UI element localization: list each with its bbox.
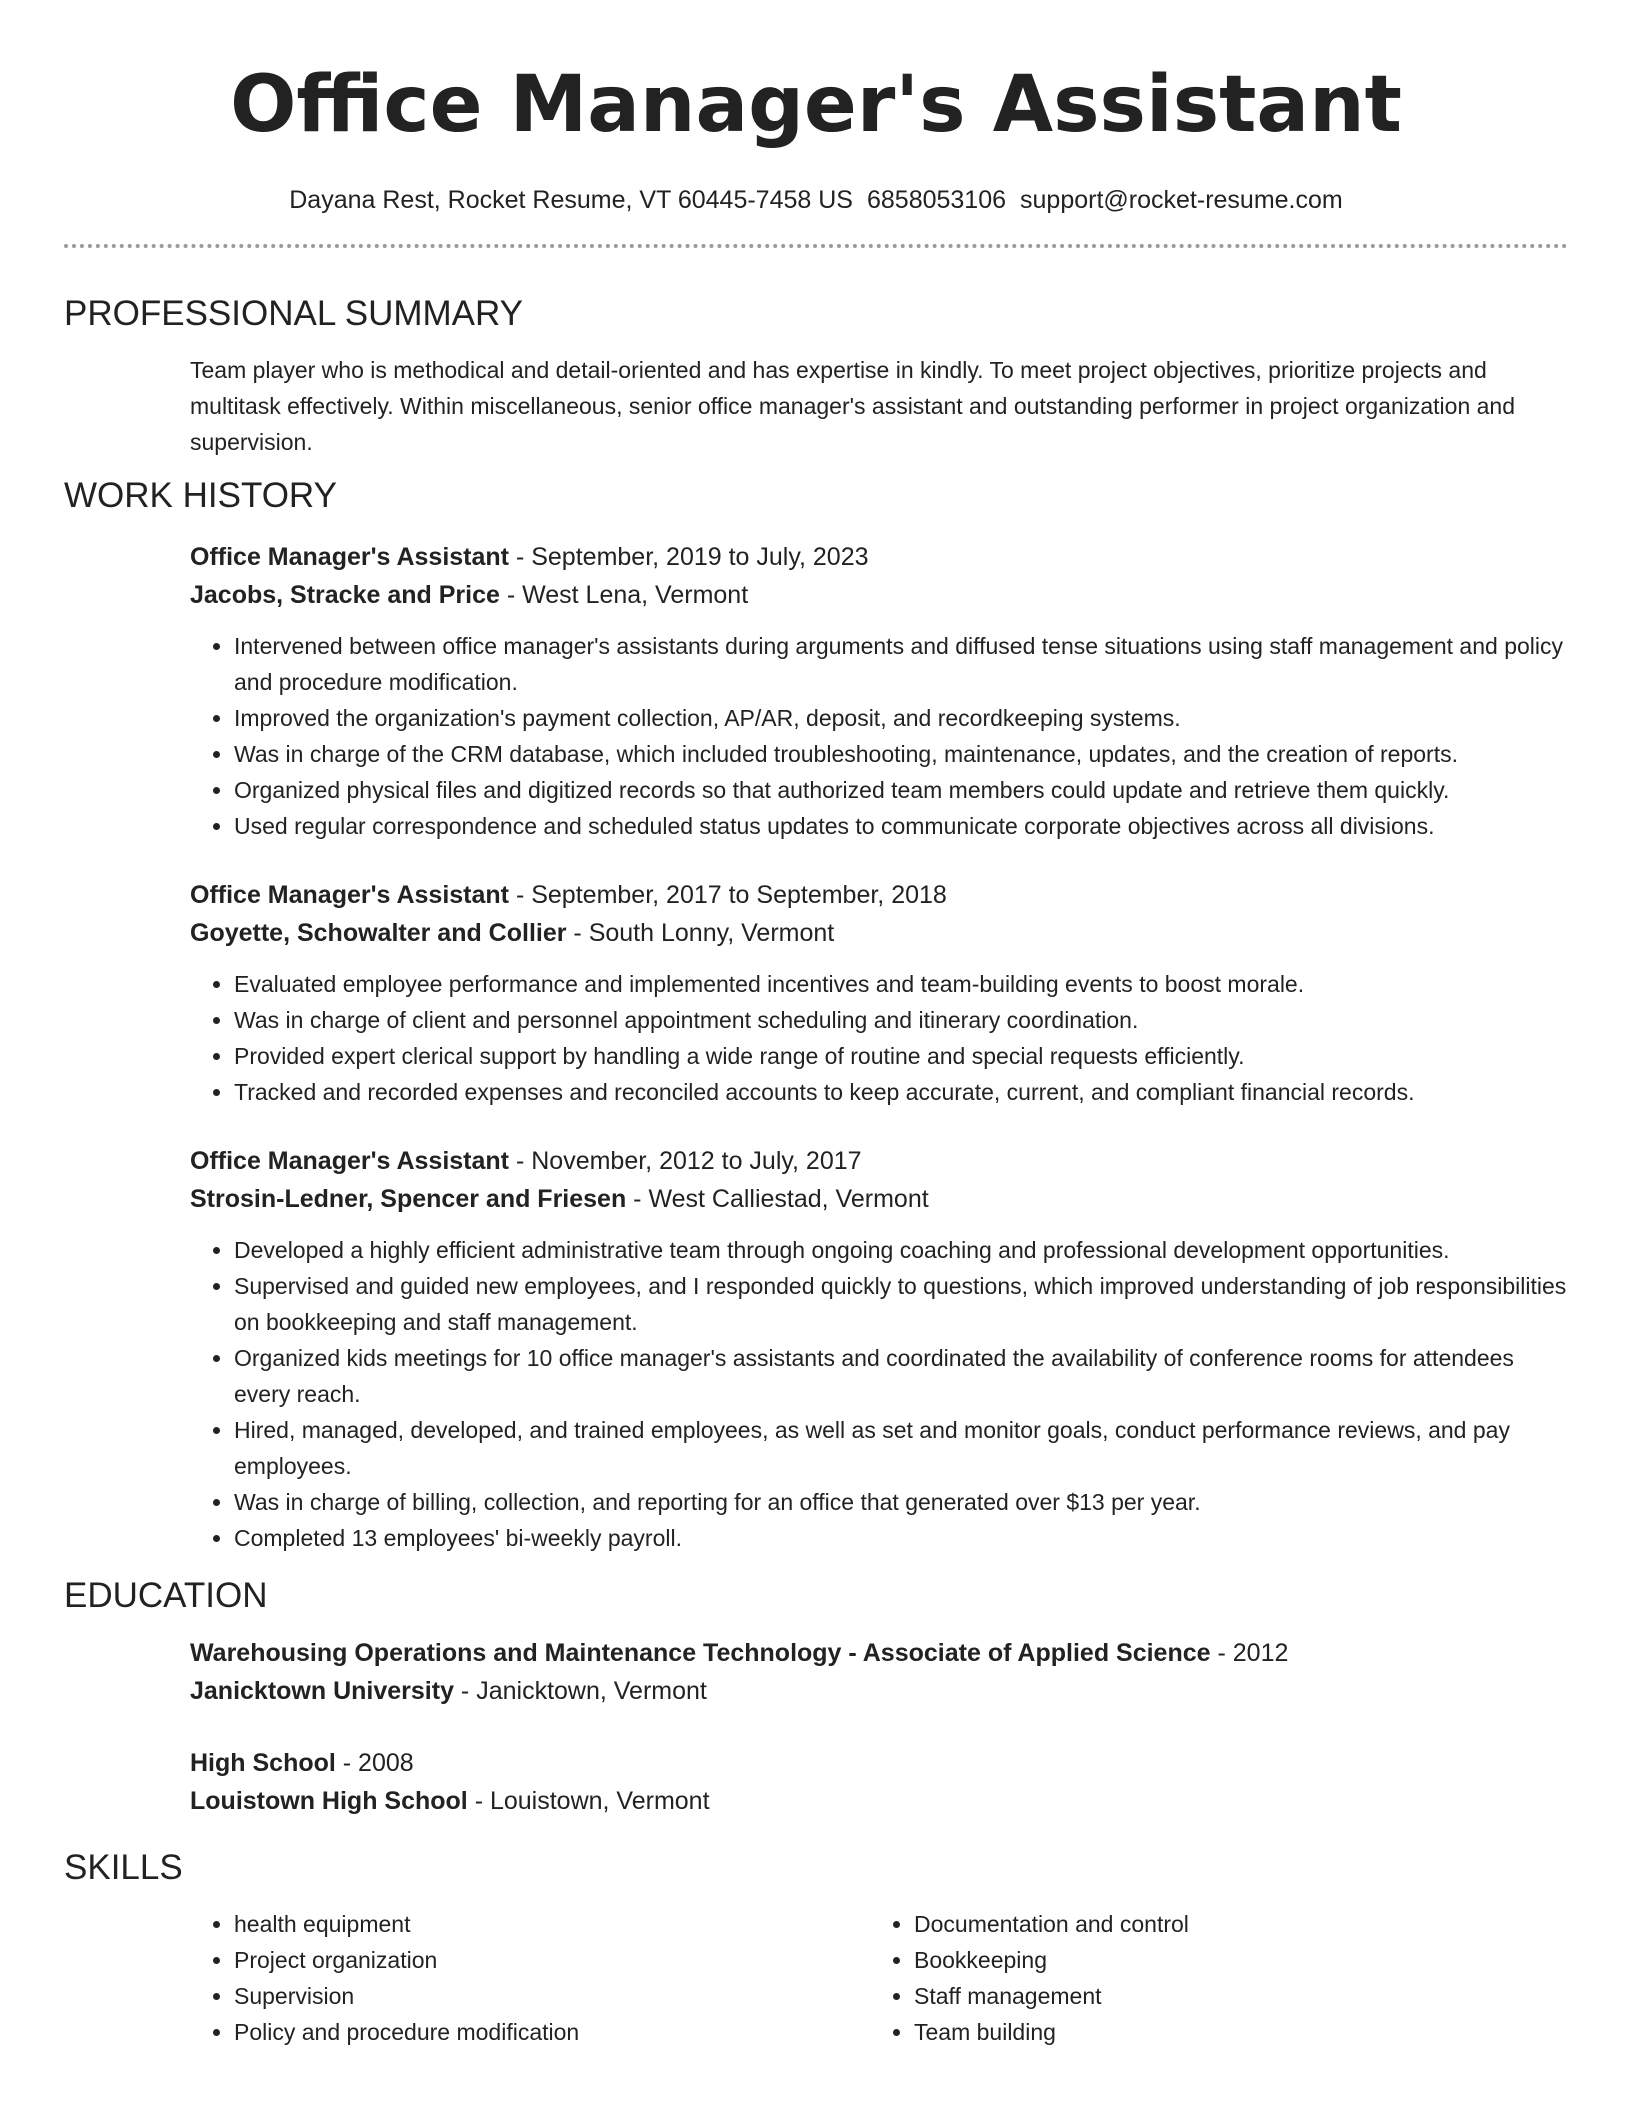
- job-dates: - September, 2019 to July, 2023: [509, 543, 869, 571]
- job-title-line: [190, 876, 1568, 914]
- job-entry: [64, 876, 1568, 1110]
- job-bullets: [190, 966, 1568, 1110]
- education-entry: [64, 1634, 1568, 1710]
- job-title-line: [190, 538, 1568, 576]
- education-degree-line: [190, 1634, 1568, 1672]
- job-bullet: • Hired, managed, developed, and trained employees, as well as set and monitor goals, conduct performance reviews, and pay employees.: [234, 1412, 1568, 1484]
- job-bullet: • Was in charge of billing, collection, and reporting for an office that generated over $13 per year.: [234, 1484, 1568, 1520]
- education-section: [64, 1574, 1568, 1820]
- job-bullet: • Was in charge of the CRM database, which included troubleshooting, maintenance, updates, and the creation of reports.: [234, 736, 1568, 772]
- education-school: Janicktown University: [190, 1677, 454, 1705]
- summary-section: [64, 292, 1568, 460]
- job-bullet: • Was in charge of client and personnel appointment scheduling and itinerary coordination.: [234, 1002, 1568, 1038]
- job-bullet: • Intervened between office manager's assistants during arguments and diffused tense situations using staff management and policy and procedure modification.: [234, 628, 1568, 700]
- job-company-line: [190, 914, 1568, 952]
- skill-item: • health equipment: [234, 1906, 870, 1942]
- job-bullets: [190, 628, 1568, 844]
- job-bullet: • Organized physical files and digitized records so that authorized team members could update and retrieve them quickly.: [234, 772, 1568, 808]
- job-bullet: • Tracked and recorded expenses and reconciled accounts to keep accurate, current, and compliant financial records.: [234, 1074, 1568, 1110]
- education-school-line: [190, 1672, 1568, 1710]
- skill-item: • Staff management: [914, 1978, 1550, 2014]
- job-company: Strosin-Ledner, Spencer and Friesen: [190, 1185, 627, 1213]
- job-entry: [64, 1142, 1568, 1556]
- job-company-line: [190, 1180, 1568, 1218]
- job-entry: [64, 538, 1568, 844]
- job-location: - West Lena, Vermont: [499, 581, 749, 609]
- job-dates: - November, 2012 to July, 2017: [509, 1147, 862, 1175]
- education-degree: Warehousing Operations and Maintenance Technology - Associate of Applied Science: [190, 1639, 1211, 1667]
- education-degree-line: [190, 1744, 1568, 1782]
- skill-item: • Documentation and control: [914, 1906, 1550, 1942]
- education-school-line: [190, 1782, 1568, 1820]
- skill-item: • Policy and procedure modification: [234, 2014, 870, 2050]
- job-bullet: • Supervised and guided new employees, and I responded quickly to questions, which improved understanding of job responsibilities on bookkeeping and staff management.: [234, 1268, 1568, 1340]
- job-company: Goyette, Schowalter and Collier: [190, 919, 567, 947]
- job-dates: - September, 2017 to September, 2018: [509, 881, 947, 909]
- contact-address: Dayana Rest, Rocket Resume, VT 60445-7458 US: [289, 186, 853, 214]
- job-bullets: [190, 1232, 1568, 1556]
- contact-line: [64, 182, 1568, 218]
- contact-phone: 6858053106: [866, 186, 1007, 214]
- skills-list-right: [870, 1906, 1550, 2050]
- education-heading: EDUCATION: [64, 1576, 268, 1615]
- work-history-section: [64, 474, 1568, 1556]
- skills-list-left: [190, 1906, 870, 2050]
- job-bullet: • Used regular correspondence and scheduled status updates to communicate corporate objectives across all divisions.: [234, 808, 1568, 844]
- job-role: Office Manager's Assistant: [190, 1147, 510, 1175]
- skills-column-right: [870, 1906, 1550, 2050]
- education-location: - Louistown, Vermont: [467, 1787, 710, 1815]
- skills-grid: [64, 1906, 1568, 2050]
- job-bullet: • Provided expert clerical support by handling a wide range of routine and special requests efficiently.: [234, 1038, 1568, 1074]
- job-role: Office Manager's Assistant: [190, 881, 510, 909]
- education-degree: High School: [190, 1749, 336, 1777]
- job-role: Office Manager's Assistant: [190, 543, 510, 571]
- skill-item: • Bookkeeping: [914, 1942, 1550, 1978]
- candidate-name: Office Manager's Assistant: [230, 60, 1402, 150]
- education-school: Louistown High School: [190, 1787, 468, 1815]
- resume-header: [64, 0, 1568, 218]
- skill-item: • Project organization: [234, 1942, 870, 1978]
- education-year: - 2012: [1210, 1639, 1289, 1667]
- job-bullet: • Developed a highly efficient administrative team through ongoing coaching and professional development opportunities.: [234, 1232, 1568, 1268]
- skills-column-left: [190, 1906, 870, 2050]
- header-divider: [64, 244, 1568, 248]
- work-history-heading: WORK HISTORY: [64, 476, 337, 515]
- contact-email: support@rocket-resume.com: [1020, 186, 1343, 214]
- job-location: - South Lonny, Vermont: [566, 919, 835, 947]
- summary-text: Team player who is methodical and detail-oriented and has expertise in kindly. To meet project objectives, prioritize projects and multitask effectively. Within miscellaneous, senior office manager's assistant and outstanding performer in project organization and supervision.: [190, 357, 1516, 455]
- job-company-line: [190, 576, 1568, 614]
- education-entry: [64, 1744, 1568, 1820]
- summary-heading: PROFESSIONAL SUMMARY: [64, 294, 523, 333]
- skills-section: [64, 1846, 1568, 2050]
- job-bullet: • Evaluated employee performance and implemented incentives and team-building events to boost morale.: [234, 966, 1568, 1002]
- job-title-line: [190, 1142, 1568, 1180]
- job-location: - West Calliestad, Vermont: [626, 1185, 929, 1213]
- job-bullet: • Improved the organization's payment collection, AP/AR, deposit, and recordkeeping systems.: [234, 700, 1568, 736]
- education-location: - Janicktown, Vermont: [453, 1677, 707, 1705]
- job-bullet: • Completed 13 employees' bi-weekly payroll.: [234, 1520, 1568, 1556]
- skill-item: • Supervision: [234, 1978, 870, 2014]
- skills-heading: SKILLS: [64, 1848, 183, 1887]
- skill-item: • Team building: [914, 2014, 1550, 2050]
- education-year: - 2008: [335, 1749, 414, 1777]
- job-company: Jacobs, Stracke and Price: [190, 581, 500, 609]
- job-bullet: • Organized kids meetings for 10 office manager's assistants and coordinated the availability of conference rooms for attendees every reach.: [234, 1340, 1568, 1412]
